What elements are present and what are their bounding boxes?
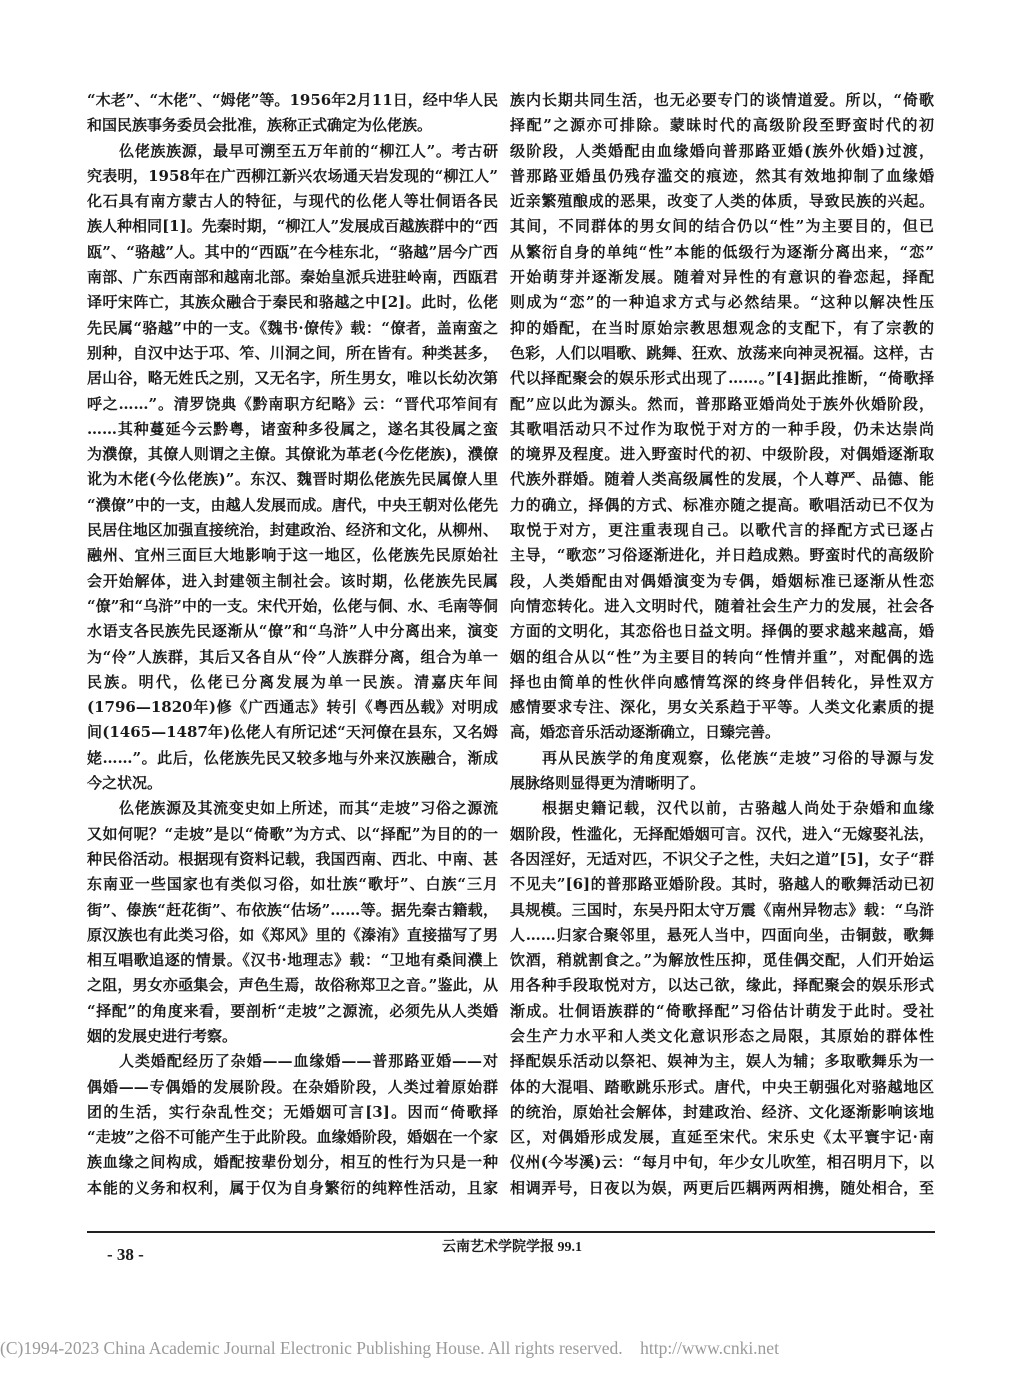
text-line: 体的大混唱、踏歌跳乐形式。唐代，中央王朝强化对骆越地区: [510, 1077, 934, 1096]
text-line: 再从民族学的角度观察，仫佬族“走坡”习俗的导源与发: [542, 748, 934, 767]
paragraph: [87, 1049, 498, 1201]
text-line: 相互唱歌追逐的情景。《汉书·地理志》载：“卫地有桑间濮上: [87, 951, 498, 970]
text-line: 代族外群婚。随着人类高级属性的发展，个人尊严、品德、能: [510, 470, 934, 489]
text-line: 为濮僚，其僚人则谓之主僚。其僚讹为革老(今仡佬族)，濮僚: [87, 445, 498, 464]
text-line: 择配娱乐活动以祭祀、娱神为主，娱人为辅；多取歌舞乐为一: [510, 1052, 934, 1071]
text-line: 取悦于对方，更注重表现自己。以歌代言的择配方式已逐占: [510, 521, 934, 540]
text-line: 和国民族事务委员会批准，族称正式确定为仫佬族。: [87, 116, 433, 135]
text-line: 区，对偶婚形成发展，直延至宋代。宋乐史《太平寰宇记·南: [510, 1128, 934, 1147]
paragraph: [510, 746, 934, 797]
text-line: 仫佬族源及其流变史如上所述，而其“走坡”习俗之源流: [119, 799, 498, 818]
text-line: 居山谷，略无姓氏之别，又无名字，所生男女，唯以长幼次第: [87, 369, 498, 388]
text-line: 融州、宜州三面巨大地影响于这一地区，仫佬族先民原始社: [87, 546, 498, 565]
text-line: 水语支各民族先民逐渐从“僚”和“乌浒”人中分离出来，演变: [87, 622, 498, 641]
text-column-left: [87, 88, 498, 1201]
text-line: 究表明，1958年在广西柳江新兴农场通天岩发现的“柳江人”: [87, 166, 498, 185]
text-line: “濮僚”中的一支，由越人发展而成。唐代，中央王朝对仫佬先: [87, 495, 498, 514]
text-line: 民居住地区加强直接统治，封建政治、经济和文化，从柳州、: [87, 521, 498, 540]
text-line: 感情要求专注、深化，男女关系趋于平等。人类文化素质的提: [510, 698, 934, 717]
text-line: 仫佬族族源，最早可溯至五万年前的“柳江人”。考古研: [119, 141, 498, 160]
text-line: 偶婚——专偶婚的发展阶段。在杂婚阶段，人类过着原始群: [87, 1077, 498, 1096]
text-line: 呼之……”。清罗饶典《黔南职方纪略》云：“晋代邛笮间有: [87, 394, 498, 413]
text-line: 会生产力水平和人类文化意识形态之局限，其原始的群体性: [510, 1026, 934, 1045]
paragraph: [87, 139, 498, 797]
paragraph: [87, 88, 498, 139]
text-line: 别种，自汉中达于邛、笮、川洞之间，所在皆有。种类甚多，: [87, 343, 498, 362]
text-line: 化石具有南方蒙古人的特征，与现代的仫佬人等壮侗语各民: [87, 192, 498, 211]
text-line: 力的确立，择偶的方式、标准亦随之提高。歌唱活动已不仅为: [510, 495, 934, 514]
text-line: 仪州(今岑溪)云：“每月中旬，年少女儿吹笙，相召明月下，以: [510, 1153, 934, 1172]
text-line: 姻的发展史进行考察。: [87, 1026, 238, 1045]
text-line: 的境界及程度。进入野蛮时代的初、中级阶段，对偶婚逐渐取: [510, 445, 934, 464]
text-line: “僚”和“乌浒”中的一支。宋代开始，仫佬与侗、水、毛南等侗: [87, 596, 498, 615]
text-line: 先民属“骆越”中的一支。《魏书·僚传》载：“僚者，盖南蛮之: [87, 318, 498, 337]
text-line: 方面的文明化，其恋俗也日益文明。择偶的要求越来越高，婚: [510, 622, 934, 641]
text-line: 团的生活，实行杂乱性交；无婚姻可言[3]。因而“倚歌择: [87, 1102, 498, 1121]
text-line: 讹为木佬(今仫佬族)”。东汉、魏晋时期仫佬族先民属僚人里: [87, 470, 498, 489]
text-line: 原汉族也有此类习俗，如《郑风》里的《溱洧》直接描写了男: [87, 925, 498, 944]
text-line: 择也由简单的性伙伴向感情笃深的终身伴侣转化，异性双方: [510, 672, 934, 691]
text-line: 各因淫好，无适对匹，不识父子之性，夫妇之道”[5]，女子“群: [510, 849, 934, 868]
text-line: 开始萌芽并逐渐发展。随着对异性的有意识的眷恋起，择配: [510, 268, 934, 287]
text-line: 会开始解体，进入封建领主制社会。该时期，仫佬族先民属: [87, 571, 498, 590]
text-line: 高，婚恋音乐活动逐渐确立，日臻完善。: [510, 723, 781, 742]
text-line: 级阶段，人类婚配由血缘婚向普那路亚婚(族外伙婚)过渡，: [510, 141, 934, 160]
text-line: 主导，“歌恋”习俗逐渐进化，并日趋成熟。野蛮时代的高级阶: [510, 546, 934, 565]
text-line: 其间，不同群体的男女间的结合仍以“性”为主要目的，但已: [510, 217, 934, 236]
text-line: 姻阶段，性滥化，无择配婚姻可言。汉代，进入“无嫁娶礼法，: [510, 824, 934, 843]
text-line: 具规模。三国时，东吴丹阳太守万震《南州异物志》载：“乌浒: [510, 900, 934, 919]
text-line: 族血缘之间构成，婚配按辈份划分，相互的性行为只是一种: [87, 1153, 498, 1172]
copyright-notice: (C)1994-2023 China Academic Journal Electronic Publishing House. All rights reserved. http://www.cnki.net: [0, 1338, 779, 1358]
footer-rule: [87, 1231, 935, 1233]
text-line: 段，人类婚配由对偶婚演变为专偶，婚姻标准已逐渐从性恋: [510, 571, 934, 590]
text-line: 人类婚配经历了杂婚——血缘婚——普那路亚婚——对: [119, 1052, 498, 1071]
text-line: 根据史籍记载，汉代以前，古骆越人尚处于杂婚和血缘: [542, 799, 934, 818]
journal-title: 云南艺术学院学报 99.1: [442, 1240, 582, 1255]
text-line: 择配”之源亦可排除。蒙昧时代的高级阶段至野蛮时代的初: [510, 116, 934, 135]
text-line: 展脉络则显得更为清晰明了。: [510, 774, 706, 793]
paragraph: [510, 88, 934, 746]
text-line: 普那路亚婚虽仍残存滥交的痕迹，然其有效地抑制了血缘婚: [510, 166, 934, 185]
text-line: 配”应以此为源头。然而，普那路亚婚尚处于族外伙婚阶段，: [510, 394, 934, 413]
text-line: 色彩，人们以唱歌、跳舞、狂欢、放荡来向神灵祝福。这样，古: [510, 343, 934, 362]
text-line: 今之状况。: [87, 774, 163, 793]
text-line: 街”、傣族“赶花街”、布依族“估场”……等。据先秦古籍载，: [87, 900, 498, 919]
text-column-right: [510, 88, 934, 1201]
paragraph: [87, 796, 498, 1049]
text-line: 人……归家合聚邻里，悬死人当中，四面向坐，击铜鼓，歌舞: [510, 925, 934, 944]
text-line: 不见夫”[6]的普那路亚婚阶段。其时，骆越人的歌舞活动已初: [510, 875, 934, 894]
text-line: 为“伶”人族群，其后又各自从“伶”人族群分离，组合为单一: [87, 647, 498, 666]
text-line: 本能的义务和权利，属于仅为自身繁衍的纯粹性活动，且家: [87, 1178, 498, 1197]
text-line: 姥……”。此后，仫佬族先民又较多地与外来汉族融合，渐成: [87, 748, 498, 767]
paragraph: [510, 796, 934, 1201]
text-line: “择配”的角度来看，要剖析“走坡”之源流，必须先从人类婚: [87, 1001, 498, 1020]
text-line: 其歌唱活动只不过作为取悦于对方的一种手段，仍未达崇尚: [510, 419, 934, 438]
text-line: 译吁宋阵亡，其族众融合于秦民和骆越之中[2]。此时，仫佬: [87, 293, 498, 312]
text-line: 之阻，男女亦亟集会，声色生焉，故俗称郑卫之音。”鉴此，从: [87, 976, 498, 995]
text-line: “木老”、“木佬”、“姆佬”等。1956年2月11日，经中华人民: [87, 91, 498, 109]
text-line: 种民俗活动。根据现有资料记载，我国西南、西北、中南、甚: [87, 849, 498, 868]
text-line: 又如何呢？“走坡”是以“倚歌”为方式、以“择配”为目的的一: [87, 824, 498, 843]
text-line: 近亲繁殖酿成的恶果，改变了人类的体质，导致民族的兴起。: [510, 192, 934, 211]
text-line: 族人种相同[1]。先秦时期，“柳江人”发展成百越族群中的“西: [87, 217, 498, 236]
text-line: 向情恋转化。进入文明时代，随着社会生产力的发展，社会各: [510, 596, 934, 615]
text-line: 相调弄号，日夜以为娱，两更后匹耦两两相携，随处相合，至: [510, 1178, 934, 1197]
text-line: 则成为“恋”的一种追求方式与必然结果。“这种以解决性压: [510, 293, 934, 312]
text-line: 的统治，原始社会解体，封建政治、经济、文化逐渐影响该地: [510, 1102, 934, 1121]
text-line: ……其种蔓延今云黔粤，诸蛮种多役属之，遂名其役属之蛮: [87, 419, 498, 438]
text-line: 东南亚一些国家也有类似习俗，如壮族“歌圩”、白族“三月: [87, 875, 498, 894]
text-line: 饮酒，稍就割食之。”为解放性压抑，觅佳偶交配，人们开始运: [510, 951, 934, 970]
text-line: 抑的婚配，在当时原始宗教思想观念的支配下，有了宗教的: [510, 318, 934, 337]
text-line: 族内长期共同生活，也无必要专门的谈情道爱。所以，“倚歌: [510, 91, 934, 109]
text-line: 民族。明代，仫佬已分离发展为单一民族。清嘉庆年间: [87, 672, 498, 691]
text-line: 间(1465—1487年)仫佬人有所记述“天河僚在县东，又名姆: [87, 723, 498, 742]
text-line: 南部、广东西南部和越南北部。秦始皇派兵进驻岭南，西瓯君: [87, 268, 498, 287]
page-number: - 38 -: [107, 1245, 144, 1264]
text-line: 瓯”、“骆越”人。其中的“西瓯”在今桂东北，“骆越”居今广西: [87, 242, 498, 261]
text-line: “走坡”之俗不可能产生于此阶段。血缘婚阶段，婚姻在一个家: [87, 1128, 498, 1147]
text-line: (1796—1820年)修《广西通志》转引《粤西丛载》对明成: [87, 698, 498, 717]
text-line: 姻的组合从以“性”为主要目的转向“性情并重”，对配偶的选: [510, 647, 934, 666]
text-line: 代以择配聚会的娱乐形式出现了……。”[4]据此推断，“倚歌择: [510, 369, 934, 388]
text-line: 从繁衍自身的单纯“性”本能的低级行为逐渐分离出来，“恋”: [510, 242, 934, 261]
text-line: 用各种手段取悦对方，以达己欲，缘此，择配聚会的娱乐形式: [510, 976, 934, 995]
text-line: 渐成。壮侗语族群的“倚歌择配”习俗估计萌发于此时。受社: [510, 1001, 934, 1020]
